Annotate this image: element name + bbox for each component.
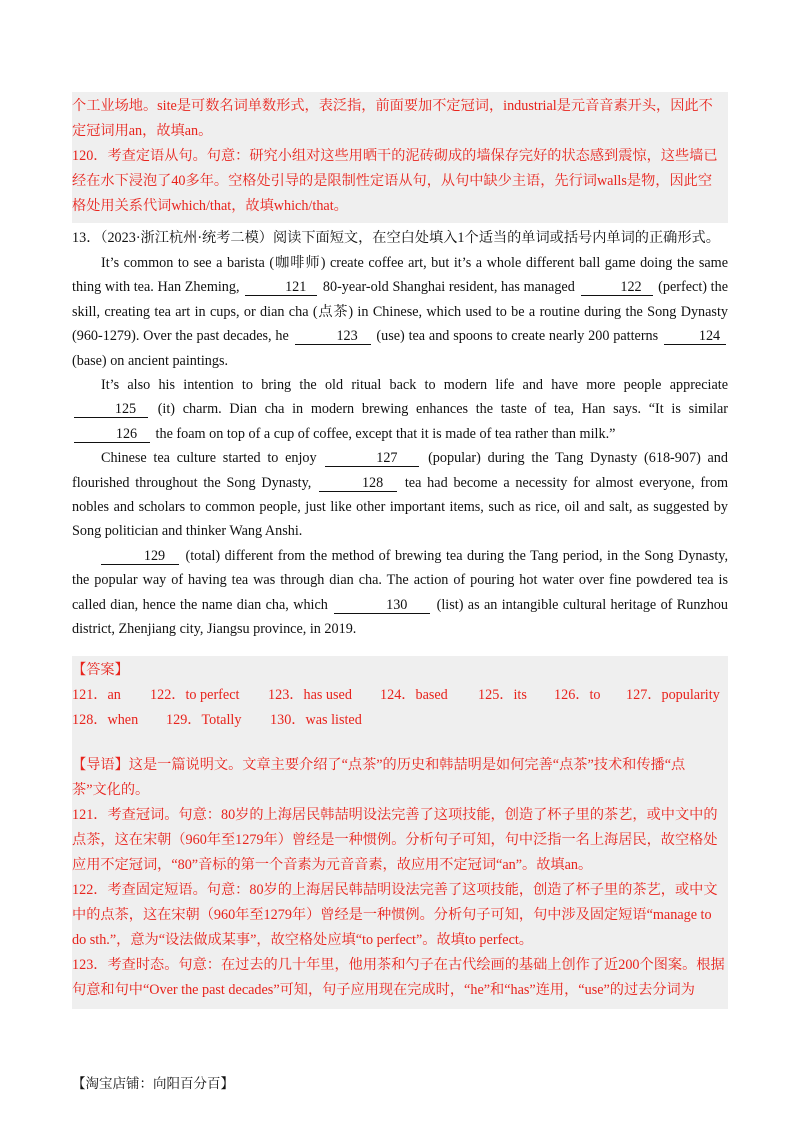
blank-128: 128 xyxy=(319,475,397,492)
answer-item: 128．when xyxy=(72,711,139,728)
blank-125: 125 xyxy=(74,401,148,418)
analysis-line: 句意和句中“Over the past decades”可知，句子应用现在完成时，“he”和“has”连用，“use”的过去分词为 xyxy=(72,981,695,998)
analysis-line: 点茶，这在宋朝（960年至1279年）曾经是一种惯例。分析句子可知，句中泛指一名上海居民，故空格处 xyxy=(72,831,718,848)
answer-label: 【答案】 xyxy=(72,661,129,678)
blank-121: 121 xyxy=(245,279,317,296)
blank-123: 123 xyxy=(295,328,371,345)
explanation-line: 格处用关系代词which/that，故填which/that。 xyxy=(72,198,348,214)
blank-130: 130 xyxy=(334,597,430,614)
answer-item: 126．to xyxy=(554,686,601,703)
passage-paragraph-3: Chinese tea culture started to enjoy 127 (popular) during the Tang Dynasty (618-907) and flourished throughout the Song Dynasty, 128 tea had become a necessity for almost everyone, from nobles and scholars to common people, just like other important items, such as rice, oil and salt, as suggested by Song politician and thinker Wang Anshi. xyxy=(72,450,728,540)
guide-label: 【导语】 xyxy=(72,756,129,773)
guide-line-2: 茶”文化的。 xyxy=(72,781,150,798)
analysis-line: 中的点茶，这在宋朝（960年至1279年）曾经是一种惯例。分析句子可知，句中涉及固定短语“manage to xyxy=(72,906,712,923)
analysis-line: 121．考查冠词。句意：80岁的上海居民韩喆明设法完善了这项技能，创造了杯子里的茶艺，或中文中的 xyxy=(72,806,718,823)
answer-item: 122．to perfect xyxy=(150,686,240,703)
passage-paragraph-1: It’s common to see a barista (咖啡师) create coffee art, but it’s a whole different ball game doing the same thing with tea. Han Zheming, 121 80-year-old Shanghai resident, has managed 122 (perfect) the skill, creating tea art in cups, or dian cha (点茶) in Chinese, which used to be a routine during the Song Dynasty (960-1279). Over the past decades, he 123 (use) tea and spoons to create nearly 200 patterns 124 (base) on ancient paintings. xyxy=(72,255,728,369)
explanation-line: 经在水下浸泡了40多年。空格处引导的是限制性定语从句，从句中缺少主语，先行词walls是物，因此空 xyxy=(72,173,713,189)
explanation-line: 定冠词用an，故填an。 xyxy=(72,123,213,139)
answer-item: 129．Totally xyxy=(166,711,242,728)
answer-item: 125．its xyxy=(478,686,527,703)
passage-paragraph-2: It’s also his intention to bring the old ritual back to modern life and have more people appreciate 125 (it) charm. Dian cha in modern brewing enhances the taste of tea, Han says. “It is similar 126 the foam on top of a cup of coffee, except that it is made of tea rather than milk.” xyxy=(72,373,728,446)
analysis-line: 应用不定冠词，“80”音标的第一个音素为元音音素，故应用不定冠词“an”。故填an。 xyxy=(72,856,593,873)
answer-item: 124．based xyxy=(380,686,448,703)
shop-footer: 【淘宝店铺：向阳百分百】 xyxy=(72,1076,234,1091)
answer-row-1 xyxy=(72,683,728,708)
blank-122: 122 xyxy=(581,279,653,296)
analysis-line: 122．考查固定短语。句意：80岁的上海居民韩喆明设法完善了这项技能，创造了杯子里的茶艺，或中文 xyxy=(72,881,718,898)
answer-item: 121．an xyxy=(72,686,121,703)
question-header: 13．（2023·浙江杭州·统考二模）阅读下面短文，在空白处填入1个适当的单词或括号内单词的正确形式。 xyxy=(72,230,720,246)
blank-129: 129 xyxy=(101,548,179,565)
answer-row-2 xyxy=(72,708,728,733)
blank-127: 127 xyxy=(325,450,419,467)
passage-paragraph-4: 129 (total) different from the method of brewing tea during the Tang period, in the Song Dynasty, the popular way of having tea was through dian cha. The action of pouring hot water over fine powdered tea is called dian, hence the name dian cha, which 130 (list) as an intangible cultural heritage of Runzhou district, Zhenjiang city, Jiangsu province, in 2019. xyxy=(72,547,728,638)
blank-124: 124 xyxy=(664,328,726,345)
page-content xyxy=(72,92,728,1009)
explanation-line: 个工业场地。site是可数名词单数形式，表泛指，前面要加不定冠词，industrial是元音音素开头，因此不 xyxy=(72,98,713,114)
answer-item: 127．popularity xyxy=(626,686,720,703)
guide-line-1: 【导语】这是一篇说明文。文章主要介绍了“点茶”的历史和韩喆明是如何完善“点茶”技术和传播“点 xyxy=(72,756,686,773)
analysis-line: do sth.”，意为“设法做成某事”，故空格处应填“to perfect”。故填to perfect。 xyxy=(72,931,533,948)
answer-block xyxy=(72,656,728,1009)
explanation-line: 120．考查定语从句。句意：研究小组对这些用晒干的泥砖砌成的墙保存完好的状态感到震惊，这些墙已 xyxy=(72,148,718,164)
answer-item: 123．has used xyxy=(268,686,352,703)
answer-item: 130．was listed xyxy=(270,711,362,728)
analysis-line: 123．考查时态。句意：在过去的几十年里，他用茶和勺子在古代绘画的基础上创作了近200个图案。根据 xyxy=(72,956,725,973)
blank-126: 126 xyxy=(74,426,150,443)
previous-explanation-block xyxy=(72,92,728,223)
